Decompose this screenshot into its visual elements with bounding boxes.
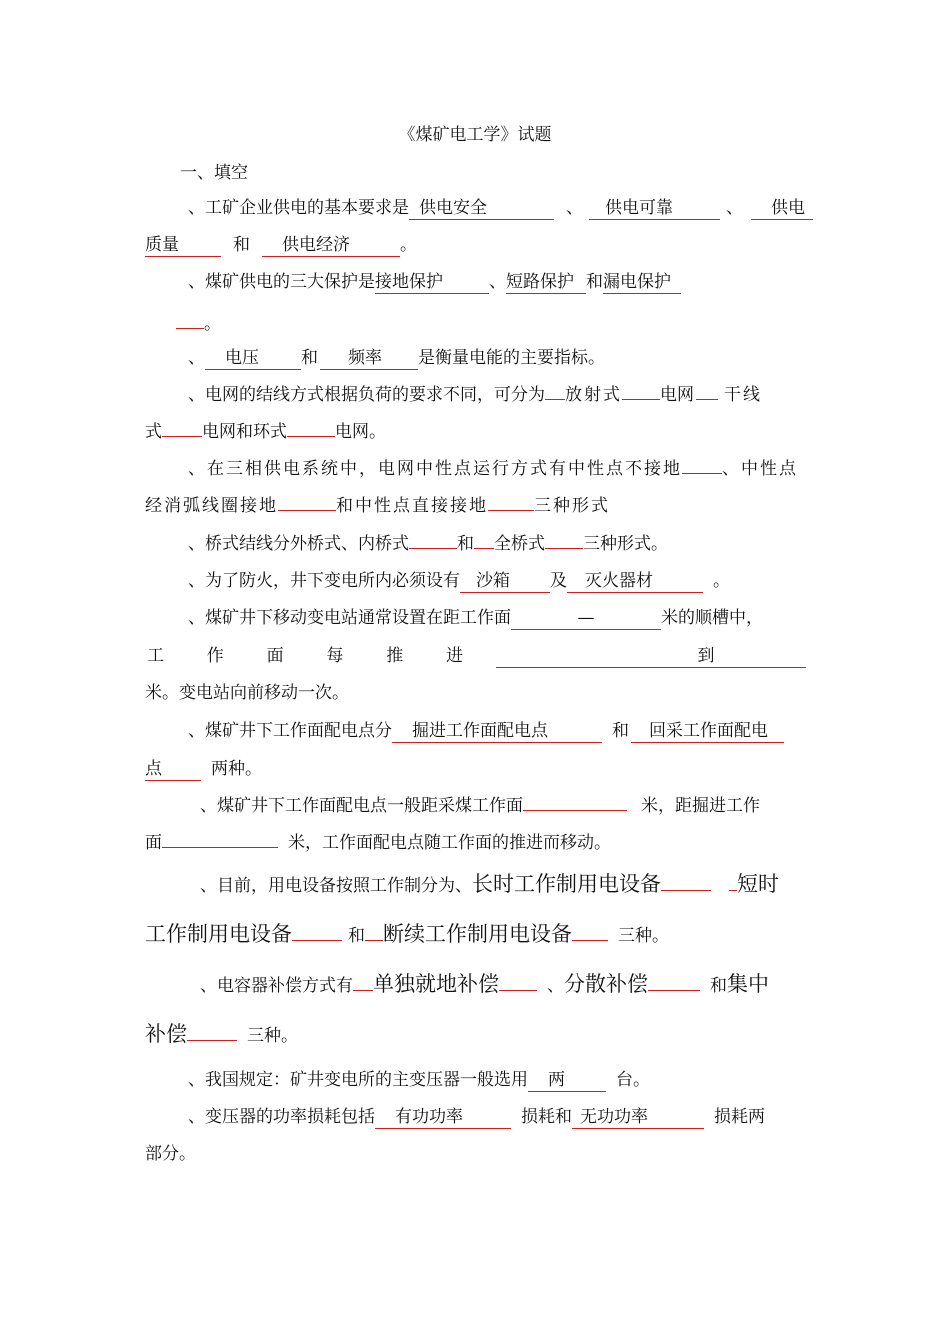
q5-blank2 — [278, 510, 336, 511]
q11-blank1 — [661, 890, 711, 891]
q8-blank2: 到 — [496, 646, 806, 668]
q10-blank1 — [523, 810, 627, 811]
q4-blank4 — [287, 436, 335, 437]
q4-blank1 — [622, 399, 660, 400]
q12-blank2 — [648, 990, 700, 991]
q1-blank4: 供电经济 — [262, 235, 400, 257]
q10-line1: 、煤矿井下工作面配电点一般距采煤工作面 米，距掘进工作 — [200, 796, 760, 816]
q6-blank1 — [409, 548, 457, 549]
q8-line1: 、煤矿井下移动变电站通常设置在距工作面 — 米的顺槽中， — [188, 608, 763, 628]
q14-blank1: 有功功率 — [375, 1107, 511, 1129]
q2-blank3-cont — [176, 328, 204, 329]
q7-blank1: 沙箱 — [460, 571, 550, 593]
q12-blank1 — [499, 990, 537, 991]
q6-blank3 — [545, 548, 583, 549]
q12-line2: 补偿 三种。 — [145, 1022, 298, 1046]
q2-line2: 。 — [176, 312, 221, 336]
q14-line2: 部分。 — [145, 1144, 196, 1164]
q4-blank2 — [696, 399, 718, 400]
q5-line2: 经消弧线圈接地 和中性点直接接地 三种形式 — [145, 496, 610, 516]
q14-line1: 、变压器的功率损耗包括 有功功率 损耗和 无功功率 损耗两 — [188, 1107, 765, 1127]
q5-blank1 — [682, 473, 722, 474]
q6-line: 、桥式结线分外桥式、内桥式 和 全桥式 三种形式。 — [188, 534, 668, 554]
q13-blank: 两 — [528, 1070, 606, 1092]
q12-line1: 、电容器补偿方式有 单独就地补偿 、分散补偿 和集中 — [200, 972, 769, 996]
q7-line: 、为了防火，井下变电所内必须设有 沙箱 及 灭火器材 。 — [188, 571, 730, 591]
document-title: 《煤矿电工学》试题 — [398, 125, 552, 145]
q8-blank1: — — [511, 608, 661, 630]
q1-blank2: 供电可靠 — [589, 198, 720, 220]
q5-blank3 — [488, 510, 534, 511]
q9-blank2: 回采工作面配电 — [631, 721, 784, 743]
q1-blank3-cont: 质量 — [145, 235, 221, 257]
q4-line1: 、电网的结线方式根据负荷的要求不同，可分为 放射式 电网 干线 — [188, 385, 762, 405]
q9-blank2-cont: 点 — [145, 759, 201, 781]
q2-blank3: 漏电保护 — [603, 272, 681, 294]
q3-blank2: 频率 — [320, 348, 418, 370]
q11-blank3 — [572, 940, 608, 941]
q8-line3: 米。变电站向前移动一次。 — [145, 683, 349, 703]
q1-line1: 、工矿企业供电的基本要求是 供电安全 、 供电可靠 、 供电 — [188, 196, 813, 220]
q9-line1: 、煤矿井下工作面配电点分 掘进工作面配电点 和 回采工作面配电 — [188, 719, 784, 743]
q12-blank3 — [187, 1040, 237, 1041]
q2-blank2: 短路保护 — [506, 272, 586, 294]
q1-blank1: 供电安全 — [409, 198, 554, 220]
q9-blank1: 掘进工作面配电点 — [392, 721, 602, 743]
q9-line2: 点 两种。 — [145, 759, 262, 779]
q8-line2-blank — [496, 644, 806, 668]
q7-blank2: 灭火器材 — [567, 571, 703, 593]
q13-line: 、我国规定：矿井变电所的主变压器一般选用 两 台。 — [188, 1070, 650, 1090]
q8-line2-chars: 工 作 面 每 推 进 — [147, 646, 463, 666]
q14-blank2: 无功功率 — [572, 1107, 704, 1129]
q3-blank1: 电压 — [205, 348, 301, 370]
q6-blank2 — [474, 548, 494, 549]
q1-blank3: 供电 — [751, 198, 813, 220]
q2-line1: 、煤矿供电的三大保护是接地保护 、短路保护 和漏电保护 — [188, 270, 681, 294]
q1-line2: 质量 和 供电经济 。 — [145, 235, 417, 255]
q4-line2: 式 电网和环式 电网。 — [145, 422, 386, 442]
q11-line2: 工作制用电设备 和 断续工作制用电设备 三种。 — [145, 922, 669, 946]
section-heading: 一、填空 — [180, 163, 248, 183]
q11-line1: 、目前，用电设备按照工作制分为、长时工作制用电设备 短时 — [200, 872, 779, 896]
q10-line2: 面 米，工作面配电点随工作面的推进而移动。 — [145, 833, 611, 853]
q3-line: 、 电压 和 频率 是衡量电能的主要指标。 — [188, 348, 605, 368]
q11-blank2 — [292, 940, 342, 941]
q5-line1: 、在三相供电系统中，电网中性点运行方式有中性点不接地 、中性点 — [188, 459, 798, 479]
q4-blank3 — [162, 436, 202, 437]
q2-blank1: 接地保护 — [375, 272, 489, 294]
q10-blank2 — [162, 847, 278, 848]
